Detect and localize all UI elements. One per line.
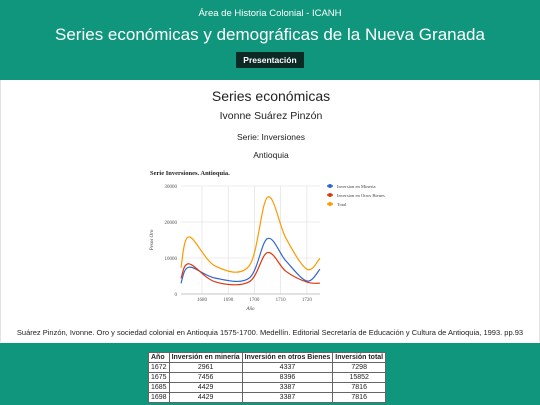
table-cell: 7456 xyxy=(169,373,242,383)
legend-marker xyxy=(328,193,332,197)
table-cell: 4429 xyxy=(169,383,242,393)
table-header-cell: Inversión en minería xyxy=(169,353,242,363)
series-label: Serie: Inversiones xyxy=(236,132,306,142)
site-supertitle: Área de Historia Colonial - ICANH xyxy=(198,8,342,19)
table-section xyxy=(0,343,540,405)
citation-text: Suárez Pinzón, Ivonne. Oro y sociedad colonial en Antioquia 1575-1700. Medellín. Editorial Secretaría de Educación y Cultura de Antioquia, 1993. pp.93 xyxy=(16,328,524,337)
table-header-cell: Inversión en otros Bienes xyxy=(242,353,333,363)
x-axis-label: Año xyxy=(246,307,255,312)
data-table xyxy=(148,352,386,403)
table-cell: 15852 xyxy=(333,373,386,383)
table-cell: 4337 xyxy=(242,363,333,373)
legend-label: Total xyxy=(337,201,347,207)
table-cell: 3387 xyxy=(242,383,333,393)
y-tick-label: 30000 xyxy=(164,185,177,190)
legend-label: Inversion en Otros Bienes xyxy=(337,192,385,198)
y-axis-label: Pesos Oro xyxy=(150,229,155,251)
table-cell: 7816 xyxy=(333,393,386,403)
table-row xyxy=(149,373,386,383)
table-cell: 8396 xyxy=(242,373,333,383)
page-heading: Series económicas xyxy=(211,88,331,104)
inversiones-chart xyxy=(0,164,540,314)
table-cell: 7816 xyxy=(333,383,386,393)
x-tick-label: 1720 xyxy=(301,298,312,303)
table-row xyxy=(149,393,386,403)
table-cell: 1672 xyxy=(149,363,170,373)
legend-marker xyxy=(328,184,332,188)
x-tick-label: 1690 xyxy=(223,298,234,303)
table-row xyxy=(149,363,386,373)
table-cell: 3387 xyxy=(242,393,333,403)
table-cell: 1685 xyxy=(149,383,170,393)
table-cell: 1675 xyxy=(149,373,170,383)
table-header-cell: Año xyxy=(149,353,170,363)
legend-label: Inversion en Mineria xyxy=(337,183,376,189)
y-tick-label: 10000 xyxy=(164,257,177,262)
y-tick-label: 20000 xyxy=(164,221,177,226)
chart-title: Serie Inversiones. Antioquia. xyxy=(150,170,230,177)
table-cell: 1698 xyxy=(149,393,170,403)
table-cell: 4429 xyxy=(169,393,242,403)
table-header-row xyxy=(149,353,386,363)
x-tick-label: 1700 xyxy=(249,298,260,303)
y-tick-label: 0 xyxy=(174,293,177,298)
site-header xyxy=(0,0,540,80)
x-tick-label: 1710 xyxy=(275,298,286,303)
site-title: Series económicas y demográficas de la Nueva Granada xyxy=(55,25,485,44)
table-row xyxy=(149,383,386,393)
region-label: Antioquia xyxy=(253,150,289,160)
presentacion-button[interactable]: Presentación xyxy=(236,52,304,68)
legend-marker xyxy=(328,202,332,206)
table-cell: 2961 xyxy=(169,363,242,373)
table-cell: 7298 xyxy=(333,363,386,373)
author-name: Ivonne Suárez Pinzón xyxy=(219,110,323,122)
x-tick-label: 1680 xyxy=(196,298,207,303)
table-header-cell: Inversión total xyxy=(333,353,386,363)
